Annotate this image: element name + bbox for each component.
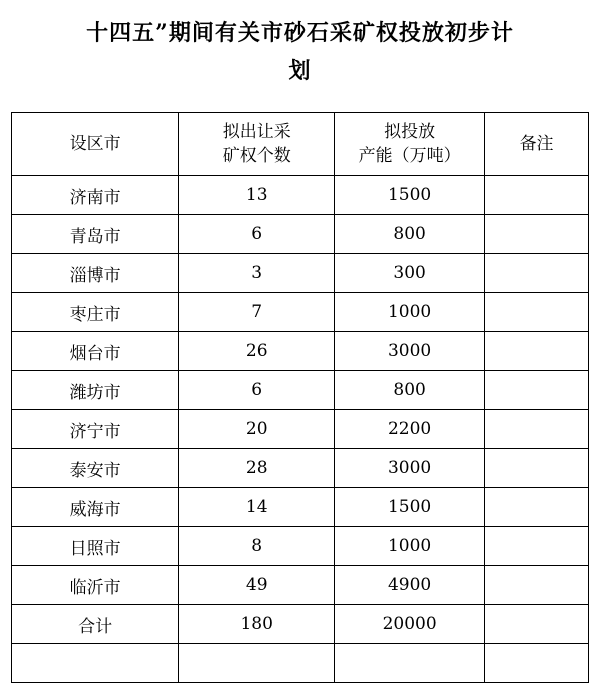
cell-city: 济南市 xyxy=(12,176,179,215)
table-header xyxy=(12,113,589,176)
column-header-capacity xyxy=(335,113,485,176)
table-row xyxy=(12,644,589,683)
table-header-row xyxy=(12,113,589,176)
column-header-capacity-line-1: 拟投放 xyxy=(384,122,436,142)
cell-city: 济宁市 xyxy=(12,410,179,449)
column-header-count xyxy=(179,113,335,176)
cell-count: 3 xyxy=(179,254,335,293)
table-row xyxy=(12,215,589,254)
cell-note xyxy=(485,527,589,566)
cell-count: 28 xyxy=(179,449,335,488)
cell-city: 临沂市 xyxy=(12,566,179,605)
cell-city: 淄博市 xyxy=(12,254,179,293)
cell-count: 20 xyxy=(179,410,335,449)
cell-city: 日照市 xyxy=(12,527,179,566)
table-row xyxy=(12,254,589,293)
column-header-note: 备注 xyxy=(485,113,589,176)
table-row xyxy=(12,449,589,488)
cell-note xyxy=(485,605,589,644)
cell-note xyxy=(485,488,589,527)
cell-count: 13 xyxy=(179,176,335,215)
column-header-count-line-2: 矿权个数 xyxy=(222,146,291,166)
cell-capacity: 1500 xyxy=(335,176,485,215)
table-row xyxy=(12,566,589,605)
page-title xyxy=(0,0,600,90)
column-header-city: 设区市 xyxy=(12,113,179,176)
cell-count: 7 xyxy=(179,293,335,332)
plan-table xyxy=(11,112,589,683)
cell-city: 合计 xyxy=(12,605,179,644)
cell-capacity: 2200 xyxy=(335,410,485,449)
cell-capacity: 3000 xyxy=(335,332,485,371)
table-row xyxy=(12,488,589,527)
cell-capacity: 3000 xyxy=(335,449,485,488)
cell-count: 49 xyxy=(179,566,335,605)
page-title-line-1: 十四五”期间有关市砂石采矿权投放初步计 xyxy=(86,20,514,46)
cell-note xyxy=(485,566,589,605)
cell-capacity: 800 xyxy=(335,215,485,254)
cell-capacity: 1500 xyxy=(335,488,485,527)
table-row xyxy=(12,410,589,449)
cell-note xyxy=(485,176,589,215)
cell-capacity: 1000 xyxy=(335,293,485,332)
cell-capacity: 1000 xyxy=(335,527,485,566)
cell-count: 14 xyxy=(179,488,335,527)
column-header-count-line-1: 拟出让采 xyxy=(222,122,291,142)
cell-city: 威海市 xyxy=(12,488,179,527)
table-row xyxy=(12,371,589,410)
table-row xyxy=(12,605,589,644)
cell-count xyxy=(179,644,335,683)
cell-capacity: 300 xyxy=(335,254,485,293)
cell-note xyxy=(485,410,589,449)
table-row xyxy=(12,293,589,332)
cell-capacity: 800 xyxy=(335,371,485,410)
cell-count: 180 xyxy=(179,605,335,644)
cell-city: 青岛市 xyxy=(12,215,179,254)
cell-capacity: 4900 xyxy=(335,566,485,605)
table-row xyxy=(12,332,589,371)
table-body xyxy=(12,176,589,683)
table-row xyxy=(12,176,589,215)
table-row xyxy=(12,527,589,566)
cell-count: 8 xyxy=(179,527,335,566)
cell-city: 潍坊市 xyxy=(12,371,179,410)
cell-note xyxy=(485,332,589,371)
cell-note xyxy=(485,254,589,293)
plan-table-container xyxy=(11,112,589,683)
cell-note xyxy=(485,293,589,332)
cell-count: 26 xyxy=(179,332,335,371)
page-title-line-2: 划 xyxy=(288,58,312,84)
cell-note xyxy=(485,449,589,488)
cell-count: 6 xyxy=(179,215,335,254)
cell-city: 烟台市 xyxy=(12,332,179,371)
column-header-capacity-line-2: 产能（万吨） xyxy=(358,146,461,166)
cell-city: 泰安市 xyxy=(12,449,179,488)
cell-count: 6 xyxy=(179,371,335,410)
cell-capacity xyxy=(335,644,485,683)
cell-capacity: 20000 xyxy=(335,605,485,644)
cell-city xyxy=(12,644,179,683)
cell-note xyxy=(485,644,589,683)
cell-note xyxy=(485,371,589,410)
cell-city: 枣庄市 xyxy=(12,293,179,332)
cell-note xyxy=(485,215,589,254)
